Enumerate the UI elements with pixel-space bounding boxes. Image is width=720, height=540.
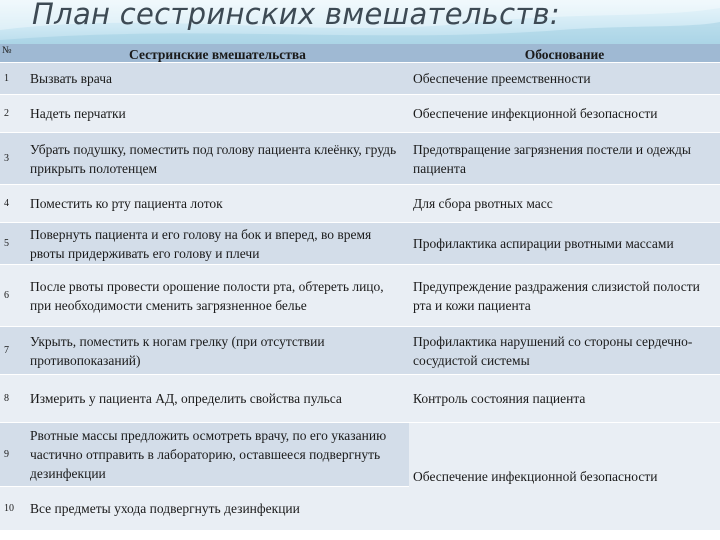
intervention-cell: Укрыть, поместить к ногам грелку (при отсутствии противопоказаний)	[26, 327, 409, 375]
rationale-cell: Профилактика аспирации рвотными массами	[409, 223, 720, 265]
row-number: 4	[0, 185, 26, 223]
intervention-cell: После рвоты провести орошение полости рта, обтереть лицо, при необходимости сменить загрязненное белье	[26, 265, 409, 327]
table-header-row	[0, 44, 720, 63]
intervention-cell: Поместить ко рту пациента лоток	[26, 185, 409, 223]
intervention-cell: Повернуть пациента и его голову на бок и вперед, во время рвоты придерживать его голову и плечи	[26, 223, 409, 265]
rationale-cell: Предупреждение раздражения слизистой полости рта и кожи пациента	[409, 265, 720, 327]
intervention-plan-table	[0, 44, 720, 531]
table-row	[0, 375, 720, 423]
row-number: 8	[0, 375, 26, 423]
page-title: План сестринских вмешательств:	[32, 0, 560, 31]
row-number: 3	[0, 133, 26, 185]
rationale-cell: Для сбора рвотных масс	[409, 185, 720, 223]
intervention-cell: Надеть перчатки	[26, 95, 409, 133]
intervention-cell: Рвотные массы предложить осмотреть врачу, по его указанию частично отправить в лабораторию, оставшееся подвергнуть дезинфекции	[26, 423, 409, 487]
rationale-cell: Профилактика нарушений со стороны сердечно-сосудистой системы	[409, 327, 720, 375]
table-row	[0, 327, 720, 375]
table-row	[0, 223, 720, 265]
table-row	[0, 185, 720, 223]
table-row	[0, 423, 720, 487]
header-rationale: Обоснование	[409, 44, 720, 63]
intervention-cell: Измерить у пациента АД, определить свойства пульса	[26, 375, 409, 423]
rationale-cell: Контроль состояния пациента	[409, 375, 720, 423]
row-number: 1	[0, 63, 26, 95]
intervention-cell: Убрать подушку, поместить под голову пациента клеёнку, грудь прикрыть полотенцем	[26, 133, 409, 185]
table-row	[0, 63, 720, 95]
header-number: №	[0, 44, 26, 63]
table-row	[0, 265, 720, 327]
row-number: 2	[0, 95, 26, 133]
row-number: 7	[0, 327, 26, 375]
table-row	[0, 95, 720, 133]
row-number: 5	[0, 223, 26, 265]
rationale-cell: Обеспечение преемственности	[409, 63, 720, 95]
rationale-cell: Предотвращение загрязнения постели и одежды пациента	[409, 133, 720, 185]
row-number: 10	[0, 487, 26, 531]
table-row	[0, 133, 720, 185]
header-intervention: Сестринские вмешательства	[26, 44, 409, 63]
intervention-cell: Все предметы ухода подвергнуть дезинфекции	[26, 487, 409, 531]
rationale-cell: Обеспечение инфекционной безопасности	[409, 95, 720, 133]
row-number: 6	[0, 265, 26, 327]
intervention-cell: Вызвать врача	[26, 63, 409, 95]
rationale-cell: Обеспечение инфекционной безопасности	[409, 423, 720, 531]
row-number: 9	[0, 423, 26, 487]
slide-header	[0, 0, 720, 44]
